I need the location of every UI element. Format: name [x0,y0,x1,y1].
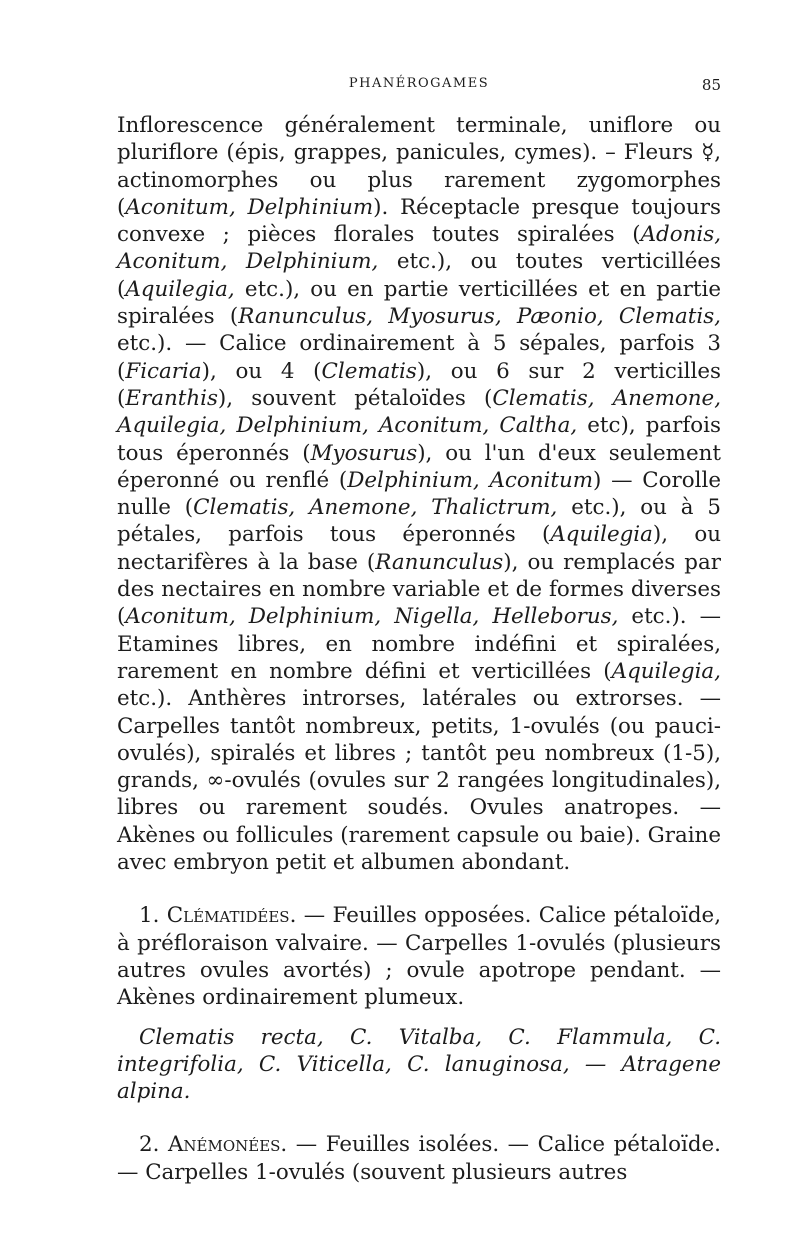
section-clematidees [117,902,721,1011]
italic-term: Ranunculus, Myosurus, Pæonio, Clematis, [238,304,721,330]
text-run: 1. [139,903,167,929]
italic-term: Aquilegia, [125,276,235,302]
italic-term: Ficaria [125,358,202,384]
text-run: ), ou 4 ( [201,358,322,384]
intro-paragraph [117,112,721,876]
italic-term: Clematis [321,358,417,384]
text-run: etc.). Anthères introrses, latérales ou extrorses. — Carpelles tantôt nombreux, petits, 1-ovulés (ou pauci-ovulés), spiralés et libres ; tantôt peu nombreux (1-5), grands, ∞-ovulés (ovules sur 2 rangées longitudinales), libres ou rarement soudés. Ovules anatropes. — Akènes ou follicules (rarement capsule ou baie). Graine avec embryon petit et albumen abondant. [117,686,721,876]
text-run: etc), parfois tous éperonnés ( [117,413,721,466]
text-run: Clematis recta, C. Vitalba, C. Flammula, C. integrifolia, C. Viticella, C. lanuginosa, — Atragene alpina. [117,1024,721,1105]
text-run: ), ou l'un d'eux seulement éperonné ou renflé ( [117,440,721,493]
section-heading: Clématidées. [166,903,297,929]
text-run: Inflorescence généralement terminale, uniflore ou pluriflore (épis, grappes, panicules, cymes). – Fleurs ☿, actinomorphes ou plus rarement zygomorphes ( [117,113,721,220]
text-run: etc.), ou à 5 pétales, parfois tous éperonnés ( [117,495,722,548]
italic-term: Adonis, Aconitum, Delphinium, [117,222,721,275]
italic-term: Myosurus [310,440,418,466]
text-run: ), ou nectarifères à la base ( [117,522,721,575]
text-run: 2. [139,1132,168,1158]
text-run: etc.), ou en partie verticillées et en partie spiralées ( [117,276,721,330]
italic-term: Eranthis [125,385,218,411]
text-run: etc.). — Calice ordinairement à 5 sépales, parfois 3 ( [117,331,721,384]
italic-term: Aquilegia, [611,658,721,684]
italic-term: Ranunculus [375,549,504,575]
page-number: 85 [701,76,721,94]
section-anemonees [117,1131,721,1186]
running-title: PHANÉROGAMES [348,76,490,91]
section-heading: Anémonées. [167,1132,288,1158]
italic-term: Clematis, Anemone, Aquilegia, Delphinium, Aconitum, Caltha, [117,385,721,439]
text-run: ), ou remplacés par des nectaires en nombre variable et de formes diverses ( [117,549,721,630]
text-run: etc.). — Etamines libres, en nombre indéfini et spiralées, rarement en nombre défini et verticillées ( [117,604,721,684]
text-run: — Feuilles isolées. — Calice pétaloïde. — Carpelles 1-ovulés (souvent plusieurs autres [117,1132,721,1185]
italic-term: Aconitum, Delphinium, Nigella, Helleborus, [125,604,619,630]
text-run: etc.), ou toutes verticillées ( [117,249,721,302]
body-text [117,112,721,1186]
italic-term: Aquilegia [550,522,653,548]
text-run: ) — Corolle nulle ( [117,467,721,521]
text-run: — Feuilles opposées. Calice pétaloïde, à préfloraison valvaire. — Carpelles 1-ovulés (plusieurs autres ovules avortés) ; ovule apotrope pendant. — Akènes ordinairement plumeux. [117,903,721,1011]
italic-term: Aconitum, Delphinium [125,194,374,220]
species-list-clematidees [117,1024,721,1106]
text-run: ), ou 6 sur 2 verticilles ( [117,358,721,411]
italic-term: Delphinium, Aconitum [347,467,594,493]
page-header [117,76,721,96]
text-run: ), souvent pétaloïdes ( [217,385,493,411]
italic-term: Clematis, Anemone, Thalictrum, [193,495,558,521]
text-run: ). Réceptacle presque toujours convexe ; pièces florales toutes spiralées ( [117,194,721,248]
